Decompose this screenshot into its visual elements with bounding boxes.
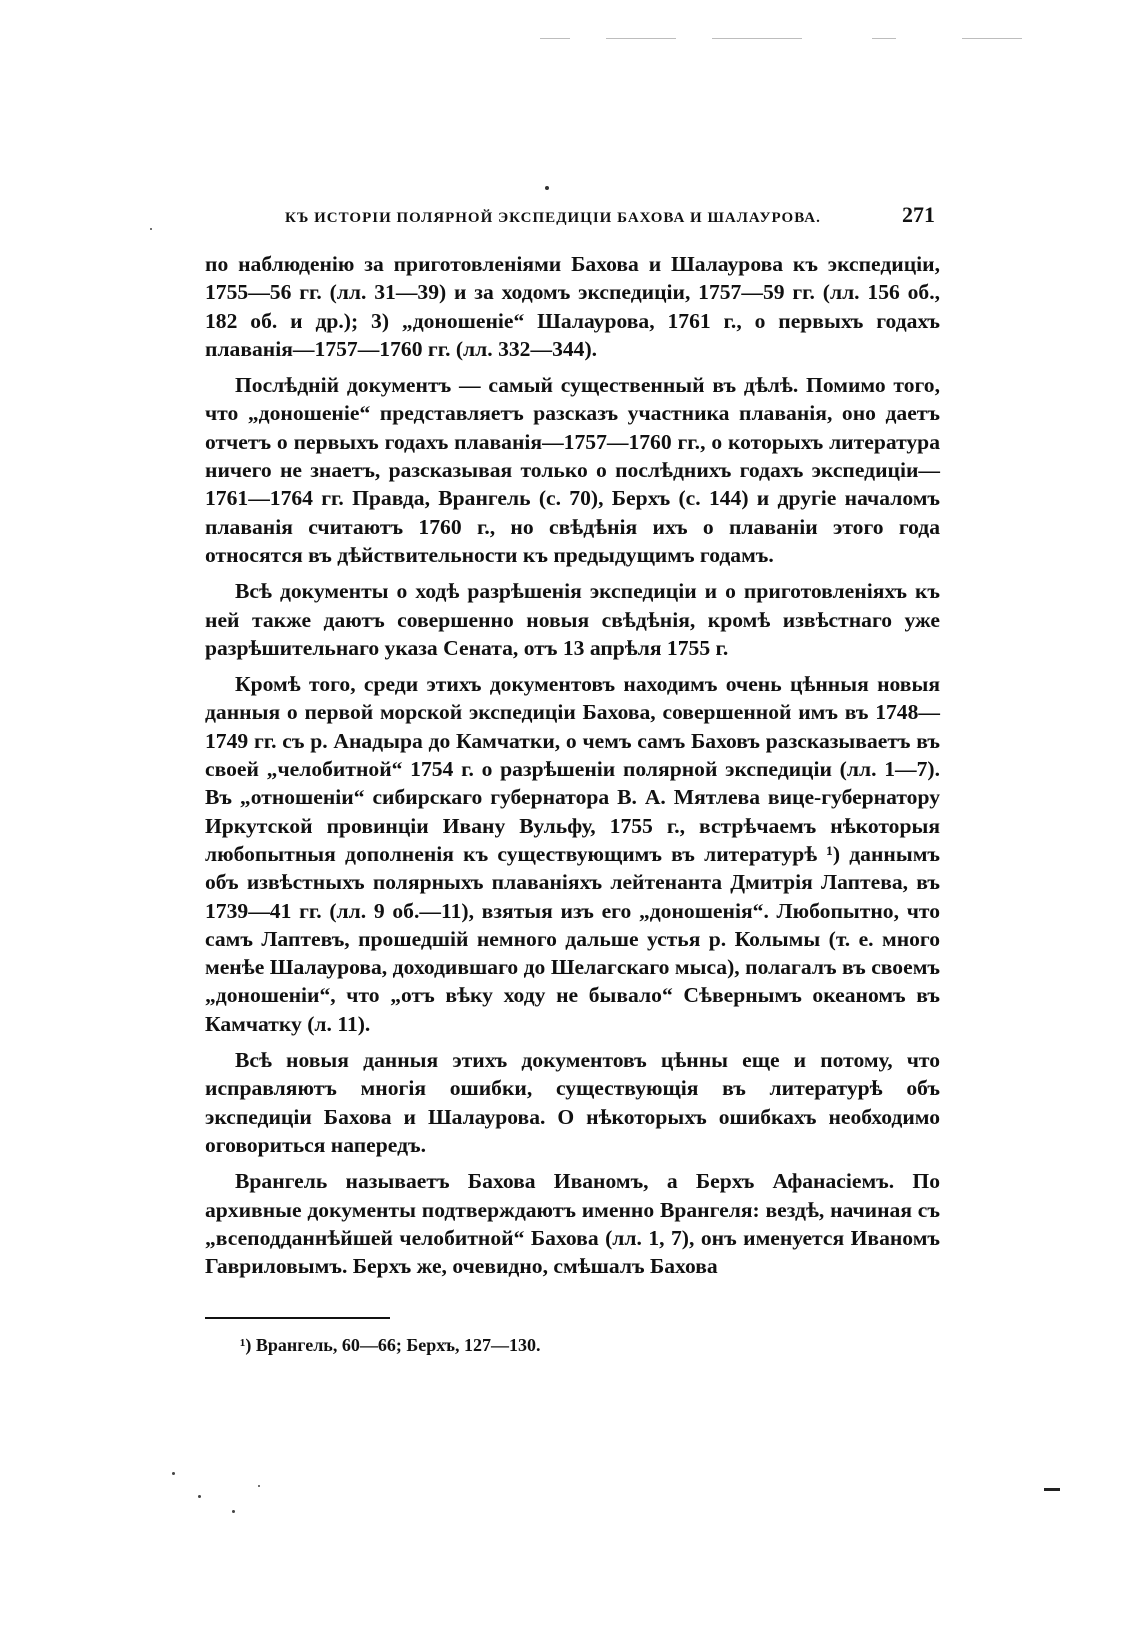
- running-title: КЪ ИСТОРІИ ПОЛЯРНОЙ ЭКСПЕДИЦІИ БАХОВА И ШАЛАУРОВА.: [285, 210, 821, 226]
- paragraph: Кромѣ того, среди этихъ документовъ находимъ очень цѣнныя новыя данныя о первой морской экспедиціи Бахова, совершенной имъ въ 1748—1749 гг. съ р. Анадыра до Камчатки, о чемъ самъ Баховъ разсказываетъ въ своей „челобитной“ 1754 г. о разрѣшеніи полярной экспедиціи (лл. 1—7). Въ „отношеніи“ сибирскаго губернатора В. А. Мятлева вице-губернатору Иркутской провинціи Ивану Вульфу, 1755 г., встрѣчаемъ нѣкоторыя любопытныя дополненія къ существующимъ въ литературѣ ¹) даннымъ объ извѣстныхъ полярныхъ плаваніяхъ лейтенанта Дмитрія Лаптева, въ 1739—41 гг. (лл. 9 об.—11), взятыя изъ его „доношенія“. Любопытно, что самъ Лаптевъ, прошедшій немного дальше устья р. Колымы (т. е. много менѣе Шалаурова, доходившаго до Шелагскаго мыса), полагалъ въ своемъ „доношеніи“, что „отъ вѣку ходу не бывало“ Сѣвернымъ океаномъ въ Камчатку (л. 11).: [205, 672, 940, 1036]
- speck: [198, 1495, 201, 1498]
- footnote: ¹) Врангель, 60—66; Берхъ, 127—130.: [240, 1335, 541, 1355]
- scan-mark: [540, 38, 570, 39]
- speck: [258, 1485, 260, 1487]
- page-header: [285, 202, 935, 228]
- speck: [232, 1510, 235, 1513]
- edge-mark: [1044, 1488, 1060, 1491]
- scan-mark: [872, 38, 896, 39]
- speck: [150, 228, 152, 230]
- paragraph: Всѣ новыя данныя этихъ документовъ цѣнны еще и потому, что исправляютъ многія ошибки, существующія въ литературѣ объ экспедиціи Бахова и Шалаурова. О нѣкоторыхъ ошибкахъ необходимо оговориться напередъ.: [205, 1048, 940, 1157]
- scan-mark: [962, 38, 1022, 39]
- ink-dot: [545, 186, 549, 190]
- speck: [172, 1472, 175, 1475]
- paragraph: Врангель называетъ Бахова Иваномъ, а Берхъ Афанасіемъ. По архивные документы подтверждаютъ именно Врангеля: вездѣ, начиная съ „всеподданнѣйшей челобитной“ Бахова (лл. 1, 7), онъ именуется Иваномъ Гавриловымъ. Берхъ же, очевидно, смѣшалъ Бахова: [205, 1169, 940, 1279]
- page-number: 271: [902, 202, 935, 227]
- scan-mark: [712, 38, 802, 39]
- paragraph: Послѣдній документъ — самый существенный въ дѣлѣ. Помимо того, что „доношеніе“ представляетъ разсказъ участника плаванія, оно даетъ отчетъ о первыхъ годахъ плаванія—1757—1760 гг., о которыхъ литература ничего не знаетъ, разсказывая только о послѣднихъ годахъ экспедиціи—1761—1764 гг. Правда, Врангель (с. 70), Берхъ (с. 144) и другіе началомъ плаванія считаютъ 1760 г., но свѣдѣнія ихъ о плаваніи этого года относятся въ дѣйствительности къ предыдущимъ годамъ.: [205, 373, 940, 567]
- body-text: [205, 250, 940, 1288]
- paragraph: Всѣ документы о ходѣ разрѣшенія экспедиціи и о приготовленіяхъ къ ней также даютъ совершенно новыя свѣдѣнія, кромѣ извѣстнаго уже разрѣшительнаго указа Сената, отъ 13 апрѣля 1755 г.: [205, 579, 940, 660]
- paragraph: по наблюденію за приготовленіями Бахова и Шалаурова къ экспедиціи, 1755—56 гг. (лл. 31—39) и за ходомъ экспедиціи, 1757—59 гг. (лл. 156 об., 182 об. и др.); 3) „доношеніе“ Шалаурова, 1761 г., о первыхъ годахъ плаванія—1757—1760 гг. (лл. 332—344).: [205, 252, 940, 361]
- footnote-divider: [205, 1317, 390, 1319]
- scan-mark: [606, 38, 676, 39]
- scan-artifact-marks: [0, 38, 1140, 42]
